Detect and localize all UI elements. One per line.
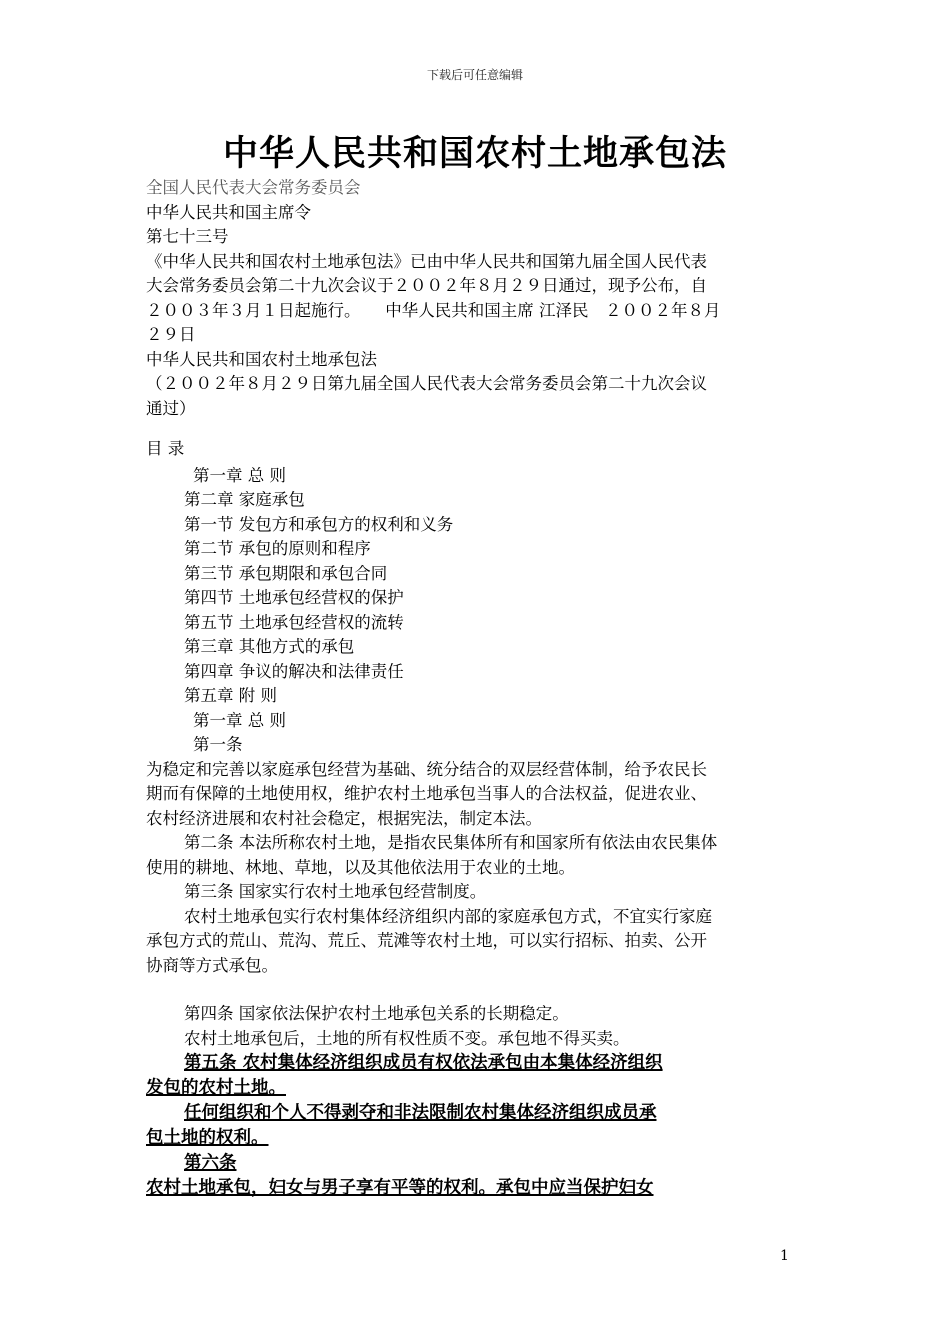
article-label <box>146 1151 806 1176</box>
underlined-text: 第六条 <box>184 1153 237 1173</box>
toc-item: 第五节 土地承包经营权的流转 <box>184 612 404 632</box>
issuer: 全国人民代表大会常务委员会 <box>146 178 361 197</box>
article-text-line <box>146 1176 806 1201</box>
toc-item: 第三节 承包期限和承包合同 <box>184 563 388 583</box>
underlined-text: 包土地的权利。 <box>146 1128 269 1148</box>
document-body <box>146 176 806 1201</box>
article-text-line: 第四条 国家依法保护农村土地承包关系的长期稳定。 <box>184 1004 569 1023</box>
toc-item: 第四节 土地承包经营权的保护 <box>184 588 404 607</box>
order-number: 第七十三号 <box>146 227 229 246</box>
article-text-line <box>146 1101 806 1126</box>
announcement-line: ２９日 <box>146 325 196 344</box>
underlined-text: 任何组织和个人不得剥夺和非法限制农村集体经济组织成员承 <box>184 1103 657 1123</box>
article-text-line: 农村土地承包实行农村集体经济组织内部的家庭承包方式，不宜实行家庭 <box>184 906 712 926</box>
adoption-line: （２００２年８月２９日第九届全国人民代表大会常务委员会第二十九次会议 <box>146 374 707 393</box>
document-title: 中华人民共和国农村土地承包法 <box>222 134 727 174</box>
article-text-line <box>146 1051 806 1076</box>
toc-title: 目 录 <box>146 439 185 458</box>
underlined-text: 发包的农村土地。 <box>146 1078 286 1098</box>
announcement-line: 《中华人民共和国农村土地承包法》已由中华人民共和国第九届全国人民代表 <box>146 251 707 271</box>
article-text-line: 第三条 国家实行农村土地承包经营制度。 <box>184 882 487 901</box>
article-text-line: 承包方式的荒山、荒沟、荒丘、荒滩等农村土地，可以实行招标、拍卖、公开 <box>146 931 707 950</box>
announcement-line: ２００３年３月１日起施行。 中华人民共和国主席 江泽民 ２００２年８月 <box>146 300 721 320</box>
article-text-line: 期而有保障的土地使用权，维护农村土地承包当事人的合法权益，促进农业、 <box>146 784 707 803</box>
page-number: 1 <box>780 1248 789 1264</box>
law-name: 中华人民共和国农村土地承包法 <box>146 349 377 369</box>
article-text-line: 农村土地承包后，土地的所有权性质不变。承包地不得买卖。 <box>184 1028 630 1048</box>
order-title: 中华人民共和国主席令 <box>146 202 311 222</box>
toc-item: 第二节 承包的原则和程序 <box>184 539 371 558</box>
highlighted-section <box>146 1051 806 1201</box>
article-text-line: 第二条 本法所称农村土地，是指农民集体所有和国家所有依法由农民集体 <box>184 833 718 852</box>
article-text-line: 农村经济进展和农村社会稳定，根据宪法，制定本法。 <box>146 808 542 828</box>
toc-item: 第二章 家庭承包 <box>184 490 305 509</box>
article-text-line: 协商等方式承包。 <box>146 955 278 975</box>
toc-item: 第三章 其他方式的承包 <box>184 637 355 656</box>
underlined-text: 第五条 农村集体经济组织成员有权依法承包由本集体经济组织 <box>184 1053 663 1073</box>
toc-item: 第一章 总 则 <box>193 465 286 485</box>
toc-item: 第五章 附 则 <box>184 686 277 705</box>
toc-item: 第一节 发包方和承包方的权利和义务 <box>184 514 454 534</box>
toc-item: 第四章 争议的解决和法律责任 <box>184 661 404 681</box>
paragraph-gap <box>146 978 806 1002</box>
announcement-line: 大会常务委员会第二十九次会议于２００２年８月２９日通过，现予公布，自 <box>146 276 707 295</box>
article-text-line <box>146 1076 806 1101</box>
article-text-line: 为稳定和完善以家庭承包经营为基础、统分结合的双层经营体制，给予农民长 <box>146 759 707 779</box>
article-label: 第一条 <box>193 735 243 754</box>
article-text-line: 使用的耕地、林地、草地，以及其他依法用于农业的土地。 <box>146 857 575 877</box>
header-note: 下载后可任意编辑 <box>426 68 523 82</box>
chapter-heading: 第一章 总 则 <box>193 710 286 730</box>
underlined-text: 农村土地承包，妇女与男子享有平等的权利。承包中应当保护妇女 <box>146 1178 654 1198</box>
article-text-line <box>146 1126 806 1151</box>
adoption-line: 通过） <box>146 398 196 418</box>
